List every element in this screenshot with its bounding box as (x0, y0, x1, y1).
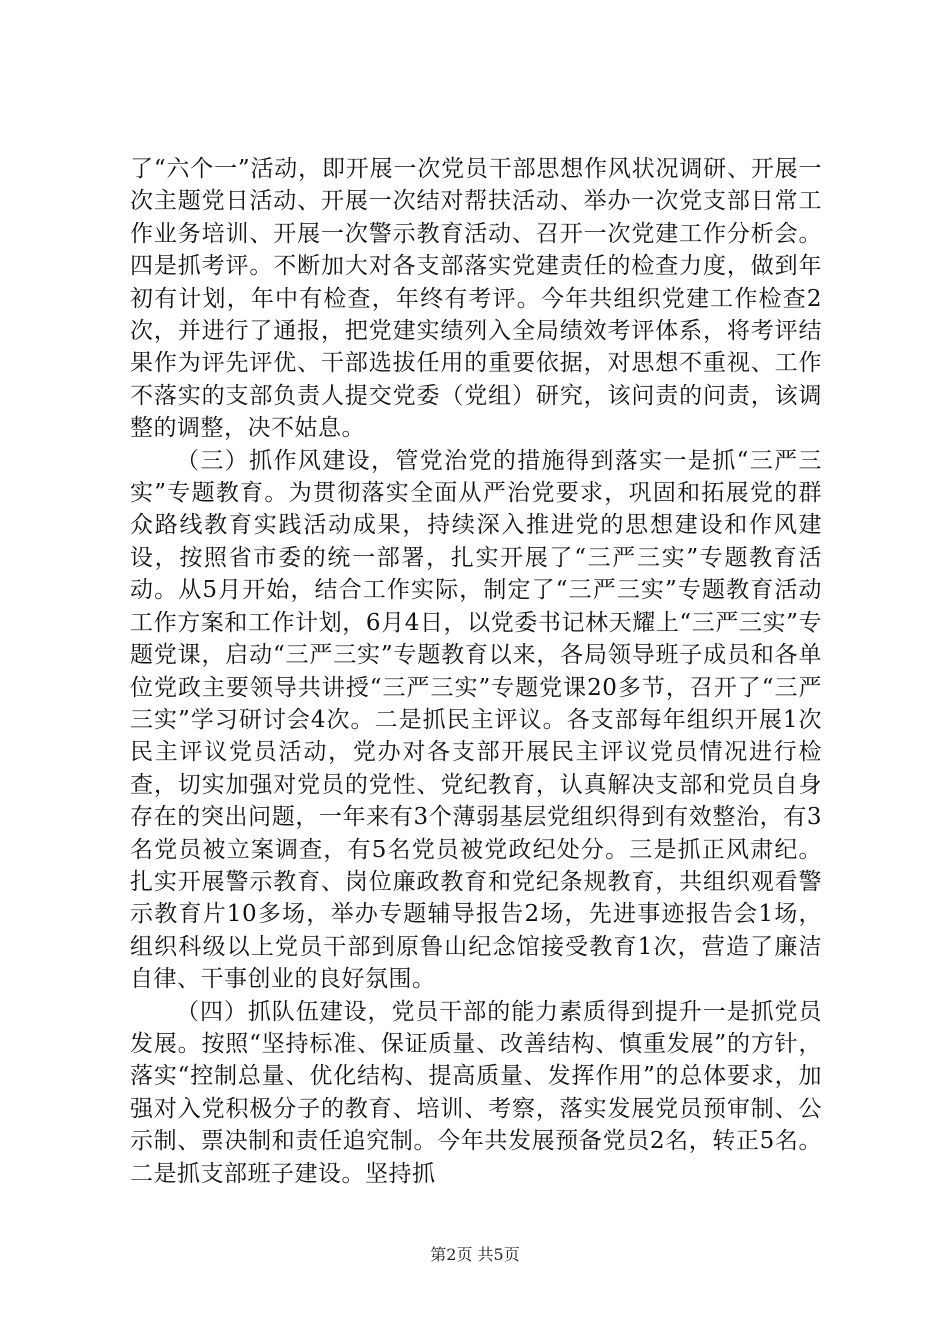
body-text (130, 153, 822, 1190)
page-footer: 第2页 共5页 (430, 1245, 520, 1264)
paragraph-work-style-continuation: 了“六个一”活动，即开展一次党员干部思想作风状况调研、开展一次主题党日活动、开展一次结对帮扶活动、举办一次党支部日常工作业务培训、开展一次警示教育活动、召开一次党建工作分析会。四是抓考评。不断加大对各支部落实党建责任的检查力度，做到年初有计划，年中有检查，年终有考评。今年共组织党建工作检查2次，并进行了通报，把党建实绩列入全局绩效考评体系，将考评结果作为评先评优、干部选拔任用的重要依据，对思想不重视、工作不落实的支部负责人提交党委（党组）研究，该问责的问责，该调整的调整，决不姑息。 (130, 156, 822, 442)
paragraph-section-three: （三）抓作风建设，管党治党的措施得到落实一是抓“三严三实”专题教育。为贯彻落实全面从严治党要求，巩固和拓展党的群众路线教育实践活动成果，持续深入推进党的思想建设和作风建设，按照省市委的统一部署，扎实开展了“三严三实”专题教育活动。从5月开始，结合工作实际，制定了“三严三实”专题教育活动工作方案和工作计划，6月4日，以党委书记林天耀上“三严三实”专题党课，启动“三严三实”专题教育以来，各局领导班子成员和各单位党政主要领导共讲授“三严三实”专题党课20多节，召开了“三严三实”学习研讨会4次。二是抓民主评议。各支部每年组织开展1次民主评议党员活动，党办对各支部开展民主评议党员情况进行检查，切实加强对党员的党性、党纪教育，认真解决支部和党员自身存在的突出问题，一年来有3个薄弱基层党组织得到有效整治，有3名党员被立案调查，有5名党员被党政纪处分。三是抓正风肃纪。扎实开展警示教育、岗位廉政教育和党纪条规教育，共组织观看警示教育片10多场，举办专题辅导报告2场，先进事迹报告会1场，组织科级以上党员干部到原鲁山纪念馆接受教育1次，营造了廉洁自律、干事创业的良好氛围。 (130, 447, 822, 993)
paragraph-section-four: （四）抓队伍建设，党员干部的能力素质得到提升一是抓党员发展。按照“坚持标准、保证质量、改善结构、慎重发展”的方针，落实“控制总量、优化结构、提高质量、发挥作用”的总体要求，加强对入党积极分子的教育、培训、考察，落实发展党员预审制、公示制、票决制和责任追究制。今年共发展预备党员2名，转正5名。二是抓支部班子建设。坚持抓 (130, 998, 822, 1187)
